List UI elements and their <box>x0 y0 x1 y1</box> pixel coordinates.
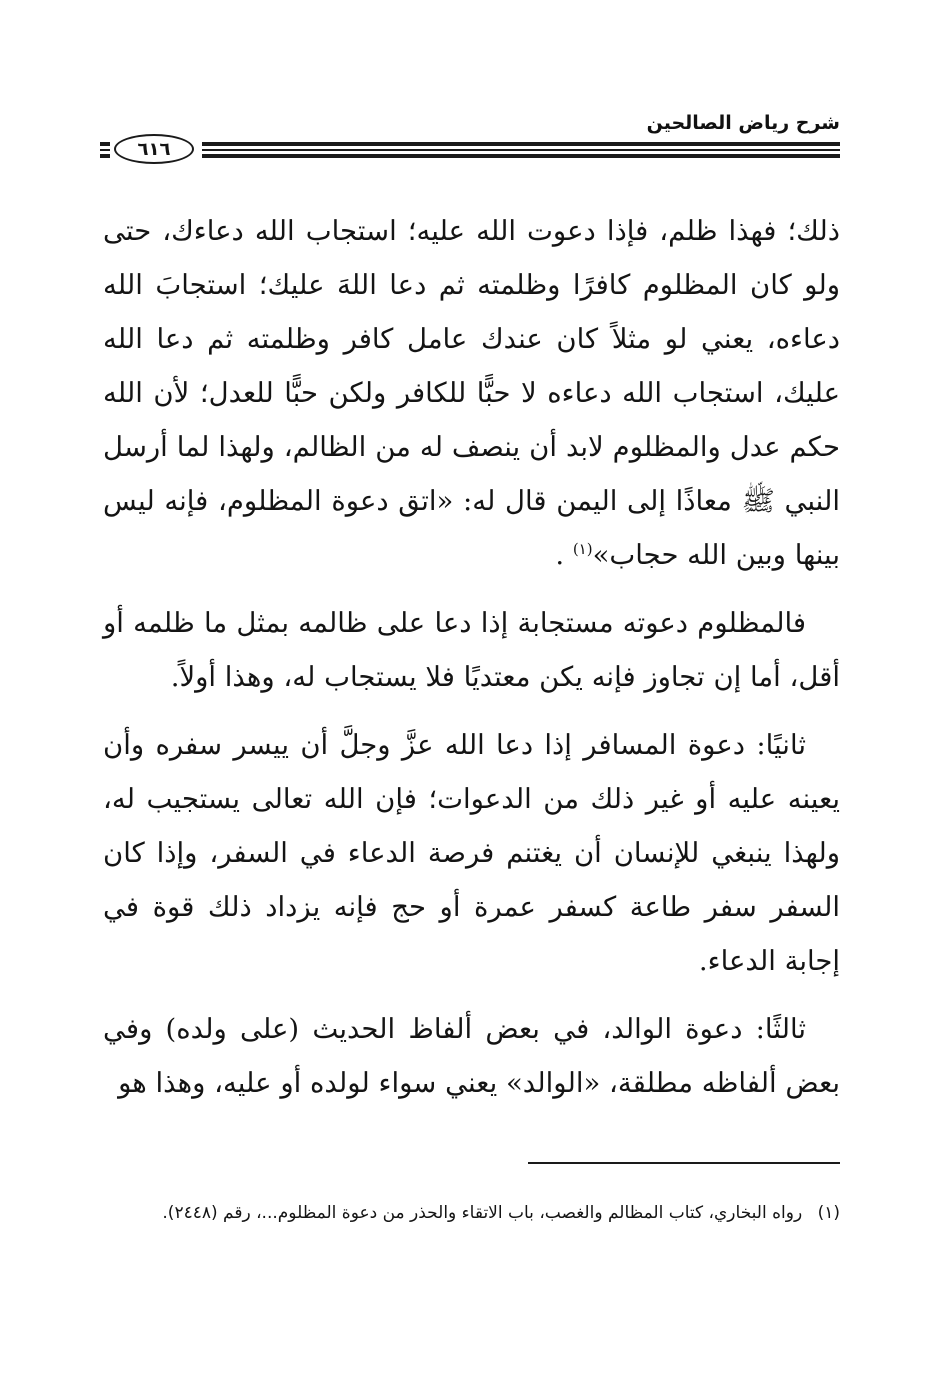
footnote-reference: (١) <box>572 539 593 558</box>
footnote-1 <box>103 1196 840 1230</box>
running-title: شرح رياض الصالحين <box>646 112 840 134</box>
page-number: ٦١٦ <box>114 134 194 164</box>
header-rule-top <box>100 142 840 146</box>
page-header <box>100 112 840 172</box>
paragraph-2: فالمظلوم دعوته مستجابة إذا دعا على ظالمه بمثل ما ظلمه أو أقل، أما إن تجاوز فإنه يكن معتديًا فلا يستجاب له، وهذا أولاً. <box>103 607 840 693</box>
paragraph-1-end: . <box>555 539 573 571</box>
main-text <box>103 204 840 1124</box>
paragraph-1-text: ذلك؛ فهذا ظلم، فإذا دعوت الله عليه؛ استجاب الله دعاءك، حتى ولو كان المظلوم كافرًا وظلمته ثم دعا اللهَ عليك؛ استجابَ الله دعاءه، يعني لو مثلاً كان عندك عامل كافر وظلمته ثم دعا الله عليك، استجاب الله دعاءه لا حبًّا للكافر ولكن حبًّا للعدل؛ لأن الله حكم عدل والمظلوم لابد أن ينصف له من الظالم، ولهذا لما أرسل النبي ﷺ معاذًا إلى اليمن قال له: «اتق دعوة المظلوم، فإنه ليس بينها وبين الله حجاب» <box>103 215 840 571</box>
footnote-number: (١) <box>817 1203 840 1223</box>
header-rule-bottom <box>100 154 840 158</box>
header-rule-middle <box>100 149 840 151</box>
paragraph-3: ثانيًا: دعوة المسافر إذا دعا الله عزَّ وجلَّ أن ييسر سفره وأن يعينه عليه أو غير ذلك من الدعوات؛ فإن الله تعالى يستجيب له، ولهذا ينبغي للإنسان أن يغتنم فرصة الدعاء في السفر، وإذا كان السفر سفر طاعة كسفر عمرة أو حج فإنه يزداد ذلك قوة في إجابة الدعاء. <box>103 729 840 977</box>
paragraph-1 <box>103 204 840 582</box>
footnote-separator <box>528 1162 840 1164</box>
footnote-text: رواه البخاري، كتاب المظالم والغصب، باب الاتقاء والحذر من دعوة المظلوم...، رقم (٢٤٤٨). <box>162 1203 803 1223</box>
paragraph-4: ثالثًا: دعوة الوالد، في بعض ألفاظ الحديث (على ولده) وفي بعض ألفاظه مطلقة، «الوالد» يعني سواء لولده أو عليه، وهذا هو <box>103 1013 840 1099</box>
